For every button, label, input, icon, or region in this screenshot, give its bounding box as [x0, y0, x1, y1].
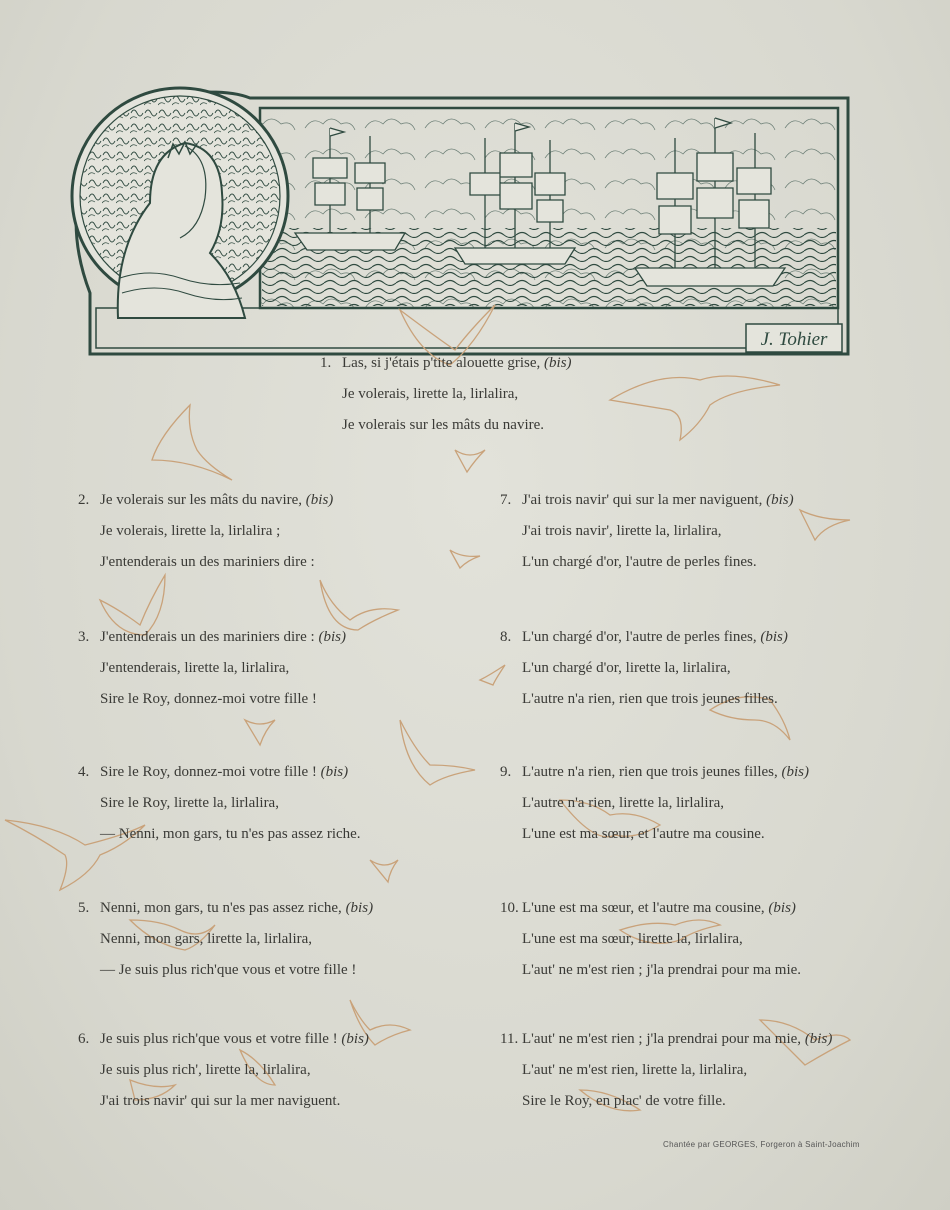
verse-line: L'une est ma sœur, et l'autre ma cousine, [522, 900, 765, 916]
verse-line: J'ai trois navir' qui sur la mer naviguent. [100, 1093, 341, 1109]
verse-line: Las, si j'étais p'tite alouette grise, [342, 355, 541, 371]
verse-line: Sire le Roy, en plac' de votre fille. [522, 1093, 726, 1109]
verse-number: 8. [500, 629, 512, 645]
verse-line: L'une est ma sœur, lirette la, lirlalira, [522, 931, 743, 947]
bis-marker: (bis) [305, 492, 334, 508]
verse-number: 5. [78, 900, 90, 916]
bis-marker: (bis) [768, 900, 796, 916]
verse-line: J'entenderais un des mariniers dire : [100, 629, 315, 645]
verse-line: L'un chargé d'or, lirette la, lirlalira, [522, 660, 731, 676]
verse-line: L'autre n'a rien, lirette la, lirlalira, [522, 795, 724, 811]
verse-number: 1. [320, 355, 332, 371]
verse-line: Je suis plus rich'que vous et votre fille ! [100, 1031, 338, 1047]
verse-line: L'aut' ne m'est rien ; j'la prendrai pour ma mie, [522, 1031, 802, 1047]
bis-marker: (bis) [781, 764, 809, 780]
verse-number: 9. [500, 764, 512, 780]
verse-line: — Nenni, mon gars, tu n'es pas assez riche. [100, 826, 361, 842]
signature: J. Tohier [760, 329, 828, 350]
bis-marker: (bis) [804, 1031, 833, 1047]
bis-marker: (bis) [760, 629, 788, 645]
bis-marker: (bis) [766, 492, 794, 508]
verse-line: Je volerais, lirette la, lirlalira, [342, 386, 519, 402]
verse-6 [78, 1024, 369, 1117]
verse-4 [78, 757, 361, 850]
bis-marker: (bis) [341, 1031, 369, 1047]
verse-line: Sire le Roy, donnez-moi votre fille ! [100, 764, 317, 780]
bis-marker: (bis) [345, 900, 374, 916]
verse-line: J'entenderais, lirette la, lirlalira, [100, 660, 290, 676]
verse-number: 4. [78, 764, 90, 780]
verse-line: J'ai trois navir', lirette la, lirlalira, [522, 523, 722, 539]
credit-line: Chantée par GEORGES, Forgeron à Saint-Joachim [663, 1140, 860, 1149]
verse-number: 6. [78, 1031, 90, 1047]
verse-line: J'ai trois navir' qui sur la mer naviguent, [522, 492, 763, 508]
verse-line: Je volerais sur les mâts du navire. [342, 417, 545, 433]
header-illustration [60, 78, 850, 360]
verse-line: L'aut' ne m'est rien, lirette la, lirlalira, [522, 1062, 748, 1078]
verse-number: 3. [78, 629, 90, 645]
bis-marker: (bis) [318, 629, 346, 645]
verse-line: Sire le Roy, lirette la, lirlalira, [100, 795, 279, 811]
verse-2 [78, 485, 333, 578]
verse-line: L'autre n'a rien, rien que trois jeunes filles, [522, 764, 778, 780]
verse-10 [500, 893, 801, 986]
verse-line: Je volerais sur les mâts du navire, [100, 492, 303, 508]
verse-line: L'un chargé d'or, l'autre de perles fines. [522, 554, 757, 570]
verse-number: 2. [78, 492, 90, 508]
verse-line: Je volerais, lirette la, lirlalira ; [100, 523, 281, 539]
verse-line: Sire le Roy, donnez-moi votre fille ! [100, 691, 317, 707]
verse-5 [78, 893, 373, 986]
verse-line: L'un chargé d'or, l'autre de perles fines, [522, 629, 757, 645]
bis-marker: (bis) [320, 764, 349, 780]
verse-line: J'entenderais un des mariniers dire : [100, 554, 315, 570]
verse-line: L'aut' ne m'est rien ; j'la prendrai pour ma mie. [522, 962, 802, 978]
verse-line: L'autre n'a rien, rien que trois jeunes filles. [522, 691, 778, 707]
verse-number: 11. [500, 1031, 519, 1047]
verse-1 [320, 348, 572, 441]
verse-line: — Je suis plus rich'que vous et votre fille ! [100, 962, 357, 978]
verse-3 [78, 622, 346, 715]
verse-11 [500, 1024, 832, 1117]
verse-line: Je suis plus rich', lirette la, lirlalira, [100, 1062, 311, 1078]
verse-line: Nenni, mon gars, lirette la, lirlalira, [100, 931, 313, 947]
verse-number: 7. [500, 492, 512, 508]
verse-line: Nenni, mon gars, tu n'es pas assez riche, [100, 900, 342, 916]
verse-7 [500, 485, 794, 578]
verse-8 [500, 622, 788, 715]
verse-line: L'une est ma sœur, et l'autre ma cousine. [522, 826, 765, 842]
verse-number: 10. [500, 900, 519, 916]
bis-marker: (bis) [544, 355, 572, 371]
verse-9 [500, 757, 809, 850]
